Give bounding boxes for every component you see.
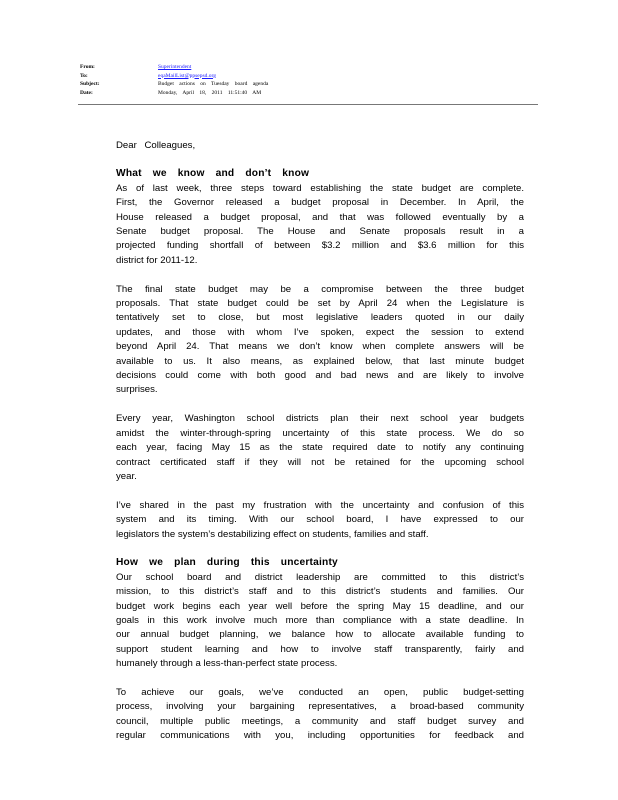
section-heading-how-we-plan: How we plan during this uncertainty	[116, 557, 338, 569]
paragraph-line: each year, facing May 15 as the state required date to notify any continuing	[116, 442, 524, 454]
paragraph-line: projected funding shortfall of between $3.2 million and $3.6 million for this	[116, 240, 524, 252]
paragraph-line: To achieve our goals, we’ve conducted an open, public budget-setting	[116, 686, 524, 698]
subject-value: Budget actions on Tuesday board agenda	[158, 81, 269, 88]
paragraph-line: regular communications with you, including opportunities for feedback and	[116, 730, 524, 742]
letter-body	[116, 139, 524, 744]
paragraph-2	[116, 283, 524, 398]
salutation: Dear Colleagues,	[116, 140, 196, 151]
paragraph-1	[116, 182, 524, 268]
date-label: Date:	[80, 89, 93, 96]
paragraph-line: proposals. That state budget could be set by April 24 when the Legislature is	[116, 298, 524, 310]
to-link[interactable]: eqaMailList@ppsepsd.org	[158, 72, 216, 79]
paragraph-5	[116, 571, 524, 672]
paragraph-line: support student learning and how to involve staff transparently, fairly and	[116, 643, 524, 655]
from-link[interactable]: Superintendent	[158, 64, 192, 70]
paragraph-line: budget work begins each year well before the spring May 15 deadline, and our	[116, 600, 524, 612]
paragraph-line: goals in this work involve much more than compliance with a state deadline. In	[116, 614, 524, 626]
subject-label: Subject:	[80, 81, 100, 88]
paragraph-line: decisions could come with both good and bad news and are likely to involve	[116, 370, 524, 382]
paragraph-line: system and its timing. With our school board, I have expressed to our	[116, 514, 524, 526]
paragraph-line: tentatively set to close, but most legislative leaders quoted in our daily	[116, 312, 524, 324]
paragraph-line: Senate budget proposal. The House and Senate proposals result in a	[116, 226, 524, 238]
paragraph-3	[116, 412, 524, 484]
paragraph-line: surprises.	[116, 384, 158, 396]
paragraph-6	[116, 686, 524, 744]
paragraph-line: humanely through a less-than-perfect state process.	[116, 658, 338, 670]
paragraph-line: process, involving your bargaining representatives, a broad-based community	[116, 701, 524, 713]
paragraph-line: council, multiple public meetings, a community and staff budget survey and	[116, 715, 524, 727]
paragraph-line: updates, and those with whom I’ve spoken, expect the session to extend	[116, 326, 524, 338]
paragraph-line: I’ve shared in the past my frustration with the uncertainty and confusion of this	[116, 499, 524, 511]
paragraph-line: Every year, Washington school districts plan their next school year budgets	[116, 413, 524, 425]
paragraph-line: our annual budget planning, we balance how to allocate available funding to	[116, 629, 524, 641]
from-label: From:	[80, 64, 95, 70]
email-header	[80, 63, 268, 97]
paragraph-line: beyond April 24. That means we don’t know when complete answers will be	[116, 341, 524, 353]
paragraph-line: year.	[116, 470, 137, 482]
to-row	[80, 72, 268, 81]
section-heading-what-we-know: What we know and don’t know	[116, 168, 310, 180]
paragraph-line: As of last week, three steps toward establishing the state budget are complete.	[116, 182, 524, 194]
paragraph-line: contract certificated staff if they will not be retained for the upcoming school	[116, 456, 524, 468]
paragraph-line: mission, to this district’s staff and to this district’s students and families. Our	[116, 586, 524, 598]
header-divider	[78, 104, 538, 105]
paragraph-4	[116, 499, 524, 542]
date-row	[80, 89, 268, 98]
paragraph-line: First, the Governor released a budget proposal in December. In April, the	[116, 197, 524, 209]
paragraph-line: House released a budget proposal, and that was followed eventually by a	[116, 211, 524, 223]
paragraph-line: district for 2011-12.	[116, 254, 198, 266]
from-row	[80, 63, 268, 72]
date-value: Monday, April 18, 2011 11:51:40 AM	[158, 89, 262, 96]
paragraph-line: legislators the system’s destabilizing effect on students, families and staff.	[116, 528, 429, 540]
subject-row	[80, 80, 268, 89]
paragraph-line: available to us. It also means, as explained below, that last minute budget	[116, 355, 524, 367]
paragraph-line: Our school board and district leadership are committed to this district’s	[116, 571, 524, 583]
paragraph-line: The final state budget may be a compromise between the three budget	[116, 283, 524, 295]
paragraph-line: amidst the winter-through-spring uncertainty of this state process. We do so	[116, 427, 524, 439]
to-label: To:	[80, 72, 88, 79]
